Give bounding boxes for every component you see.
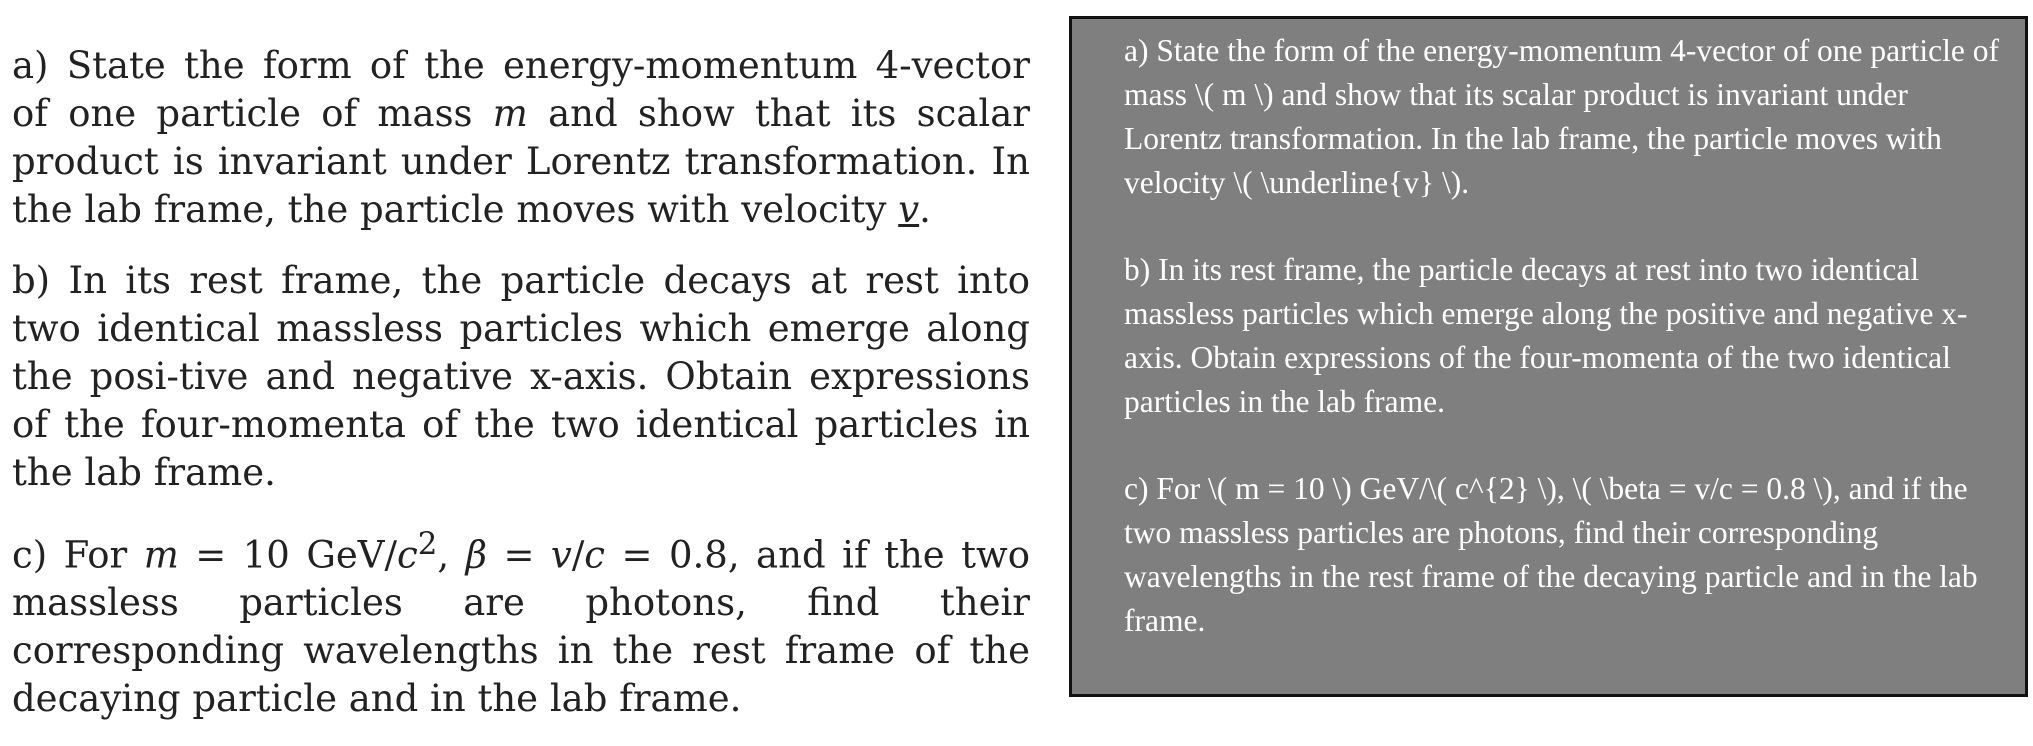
rendered-part-c	[12, 520, 1030, 723]
part-a-text-3: .	[919, 188, 931, 231]
latex-source-panel	[1069, 16, 2028, 697]
part-a-velocity-symbol: v	[898, 188, 920, 231]
part-c-v-symbol: v	[550, 533, 572, 577]
part-c-text-1: c) For	[12, 533, 144, 577]
rendered-part-b: b) In its rest frame, the particle decays at rest into two identical massless particles which emerge along the posi-tive and negative x-axis. Obtain expressions of the four-momenta of the two identical particles in the lab frame.	[12, 259, 1030, 494]
rendered-document	[12, 42, 1030, 746]
part-c-c-symbol: c	[396, 533, 418, 577]
part-c-slash: /	[571, 533, 585, 577]
part-c-exponent: 2	[417, 526, 438, 562]
part-c-text-2: ,	[437, 533, 466, 577]
source-part-c: c) For \( m = 10 \) GeV/\( c^{2} \), \( \beta = v/c = 0.8 \), and if the two massless particles are photons, find their corresponding wavelengths in the rest frame of the decaying particle and in the lab frame.	[1124, 471, 1978, 638]
source-part-a: a) State the form of the energy-momentum 4-vector of one particle of mass \( m \) and show that its scalar product is invariant under Lorentz transformation. In the lab frame, the particle moves with velocity \( \underline{v} \).	[1124, 33, 1999, 200]
part-c-beta-symbol: β	[465, 533, 487, 577]
part-c-text-3: = 0.8, and if the two massless particles are photons, find their corresponding wavelengths in the rest frame of the decaying particle and in the lab frame.	[12, 533, 1030, 721]
part-c-equals-1: = 10 GeV/	[178, 533, 397, 577]
part-a-text-1: a) State the form of the energy-momentum 4-vector of one particle of mass	[12, 44, 1030, 135]
part-c-c-symbol-2: c	[584, 533, 606, 577]
part-c-mass-symbol: m	[143, 533, 179, 577]
rendered-part-a	[12, 42, 1030, 234]
part-a-mass-symbol: m	[492, 92, 528, 135]
source-part-b: b) In its rest frame, the particle decays at rest into two identical massless particles which emerge along the positive and negative x-axis. Obtain expressions of the four-momenta of the two identical particles in the lab frame.	[1124, 252, 1968, 419]
part-a-text-2: and show that its scalar product is invariant under Lorentz transformation. In the lab frame, the particle moves with velocity	[12, 92, 1030, 231]
part-c-equals-2: =	[486, 533, 551, 577]
